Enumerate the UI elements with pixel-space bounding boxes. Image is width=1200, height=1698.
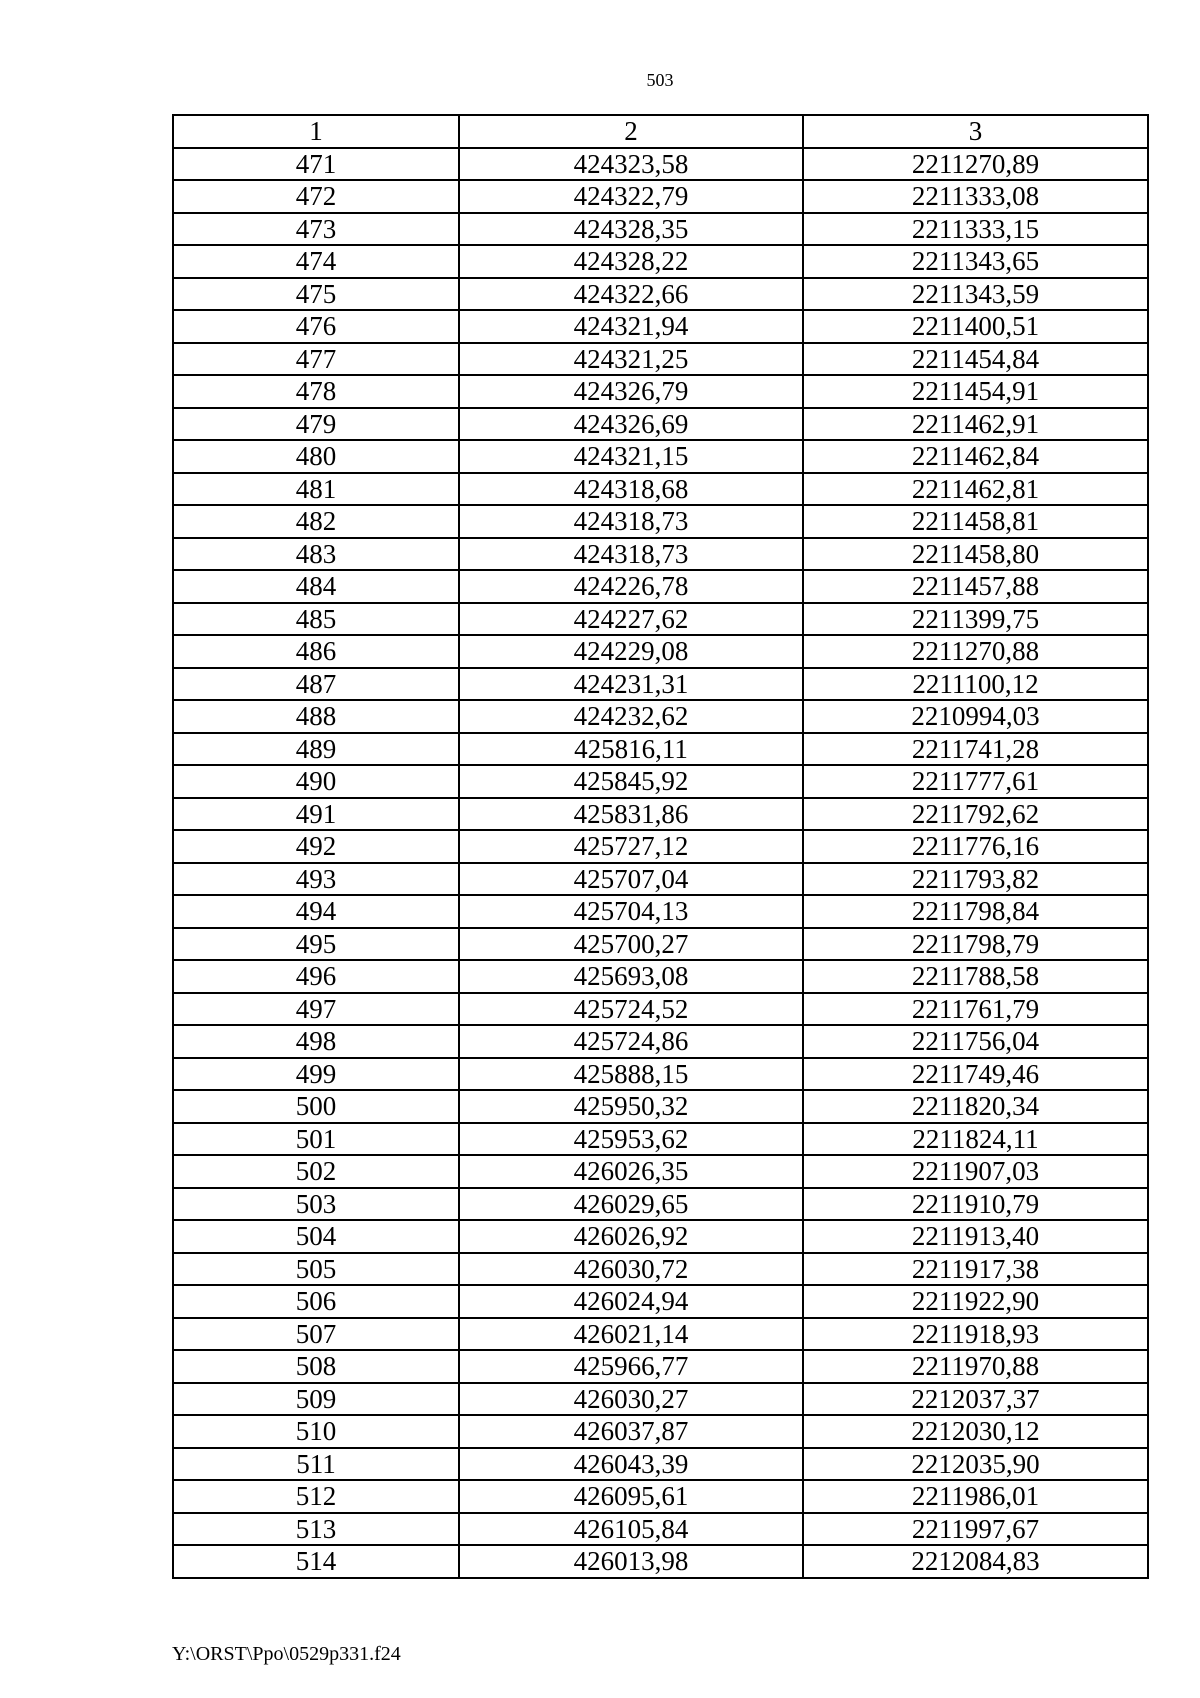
x-coordinate-cell: 424328,35: [459, 213, 803, 246]
x-coordinate-cell: 424318,73: [459, 538, 803, 571]
y-coordinate-cell: 2211343,65: [803, 245, 1148, 278]
point-number-cell: 484: [173, 570, 459, 603]
table-row: [173, 1253, 1148, 1286]
point-number-cell: 494: [173, 895, 459, 928]
x-coordinate-cell: 424326,69: [459, 408, 803, 441]
point-number-cell: 509: [173, 1383, 459, 1416]
x-coordinate-cell: 426105,84: [459, 1513, 803, 1546]
table-row: [173, 668, 1148, 701]
y-coordinate-cell: 2211793,82: [803, 863, 1148, 896]
y-coordinate-cell: 2211458,80: [803, 538, 1148, 571]
footer-file-path: Y:\ORST\Ppo\0529p331.f24: [172, 1643, 401, 1665]
table-row: [173, 570, 1148, 603]
point-number-cell: 496: [173, 960, 459, 993]
point-number-cell: 499: [173, 1058, 459, 1091]
y-coordinate-cell: 2211798,84: [803, 895, 1148, 928]
table-row: [173, 1090, 1148, 1123]
table-row: [173, 700, 1148, 733]
table-row: [173, 1025, 1148, 1058]
point-number-cell: 477: [173, 343, 459, 376]
y-coordinate-cell: 2211820,34: [803, 1090, 1148, 1123]
table-row: [173, 148, 1148, 181]
table-row: [173, 375, 1148, 408]
table-row: [173, 440, 1148, 473]
page-number: 503: [646, 70, 674, 90]
x-coordinate-cell: 425953,62: [459, 1123, 803, 1156]
coordinates-table: [172, 114, 1149, 1579]
y-coordinate-cell: 2211918,93: [803, 1318, 1148, 1351]
point-number-cell: 495: [173, 928, 459, 961]
y-coordinate-cell: 2211756,04: [803, 1025, 1148, 1058]
point-number-cell: 514: [173, 1545, 459, 1578]
y-coordinate-cell: 2211457,88: [803, 570, 1148, 603]
x-coordinate-cell: 424321,94: [459, 310, 803, 343]
y-coordinate-cell: 2211749,46: [803, 1058, 1148, 1091]
x-coordinate-cell: 424326,79: [459, 375, 803, 408]
y-coordinate-cell: 2210994,03: [803, 700, 1148, 733]
x-coordinate-cell: 425816,11: [459, 733, 803, 766]
point-number-cell: 511: [173, 1448, 459, 1481]
x-coordinate-cell: 424232,62: [459, 700, 803, 733]
table-body: [173, 115, 1148, 1578]
point-number-cell: 492: [173, 830, 459, 863]
x-coordinate-cell: 425727,12: [459, 830, 803, 863]
x-coordinate-cell: 425724,86: [459, 1025, 803, 1058]
x-coordinate-cell: 425950,32: [459, 1090, 803, 1123]
point-number-cell: 476: [173, 310, 459, 343]
table-row: [173, 928, 1148, 961]
table-row: [173, 1285, 1148, 1318]
y-coordinate-cell: 2211270,88: [803, 635, 1148, 668]
x-coordinate-cell: 424318,73: [459, 505, 803, 538]
y-coordinate-cell: 2211792,62: [803, 798, 1148, 831]
point-number-cell: 500: [173, 1090, 459, 1123]
y-coordinate-cell: 2211997,67: [803, 1513, 1148, 1546]
table-row: [173, 993, 1148, 1026]
y-coordinate-cell: 2211824,11: [803, 1123, 1148, 1156]
table-row: [173, 1188, 1148, 1221]
point-number-cell: 497: [173, 993, 459, 1026]
point-number-cell: 504: [173, 1220, 459, 1253]
point-number-cell: 501: [173, 1123, 459, 1156]
column-header-2: 2: [459, 115, 803, 148]
table-row: [173, 1350, 1148, 1383]
point-number-cell: 474: [173, 245, 459, 278]
point-number-cell: 482: [173, 505, 459, 538]
point-number-cell: 478: [173, 375, 459, 408]
table-row: [173, 310, 1148, 343]
point-number-cell: 481: [173, 473, 459, 506]
point-number-cell: 503: [173, 1188, 459, 1221]
point-number-cell: 493: [173, 863, 459, 896]
y-coordinate-cell: 2211761,79: [803, 993, 1148, 1026]
y-coordinate-cell: 2211400,51: [803, 310, 1148, 343]
y-coordinate-cell: 2211454,84: [803, 343, 1148, 376]
table-row: [173, 960, 1148, 993]
table-row: [173, 895, 1148, 928]
point-number-cell: 485: [173, 603, 459, 636]
point-number-cell: 498: [173, 1025, 459, 1058]
table-row: [173, 1220, 1148, 1253]
point-number-cell: 488: [173, 700, 459, 733]
table-row: [173, 733, 1148, 766]
x-coordinate-cell: 424231,31: [459, 668, 803, 701]
x-coordinate-cell: 426095,61: [459, 1480, 803, 1513]
y-coordinate-cell: 2211776,16: [803, 830, 1148, 863]
x-coordinate-cell: 426037,87: [459, 1415, 803, 1448]
x-coordinate-cell: 424322,66: [459, 278, 803, 311]
table-row: [173, 505, 1148, 538]
column-header-3: 3: [803, 115, 1148, 148]
table-row: [173, 1318, 1148, 1351]
table-row: [173, 798, 1148, 831]
table-row: [173, 1123, 1148, 1156]
y-coordinate-cell: 2211454,91: [803, 375, 1148, 408]
point-number-cell: 505: [173, 1253, 459, 1286]
x-coordinate-cell: 424227,62: [459, 603, 803, 636]
x-coordinate-cell: 426030,72: [459, 1253, 803, 1286]
point-number-cell: 489: [173, 733, 459, 766]
table-row: [173, 473, 1148, 506]
x-coordinate-cell: 425966,77: [459, 1350, 803, 1383]
table-row: [173, 1155, 1148, 1188]
x-coordinate-cell: 425700,27: [459, 928, 803, 961]
y-coordinate-cell: 2212035,90: [803, 1448, 1148, 1481]
point-number-cell: 490: [173, 765, 459, 798]
table-row: [173, 1513, 1148, 1546]
table-row: [173, 180, 1148, 213]
table-row: [173, 635, 1148, 668]
point-number-cell: 491: [173, 798, 459, 831]
y-coordinate-cell: 2212037,37: [803, 1383, 1148, 1416]
point-number-cell: 471: [173, 148, 459, 181]
x-coordinate-cell: 425707,04: [459, 863, 803, 896]
point-number-cell: 479: [173, 408, 459, 441]
point-number-cell: 475: [173, 278, 459, 311]
table-row: [173, 1448, 1148, 1481]
table-row: [173, 278, 1148, 311]
x-coordinate-cell: 425704,13: [459, 895, 803, 928]
x-coordinate-cell: 424323,58: [459, 148, 803, 181]
table-row: [173, 1545, 1148, 1578]
point-number-cell: 472: [173, 180, 459, 213]
table-row: [173, 1480, 1148, 1513]
x-coordinate-cell: 425845,92: [459, 765, 803, 798]
y-coordinate-cell: 2212030,12: [803, 1415, 1148, 1448]
y-coordinate-cell: 2211462,81: [803, 473, 1148, 506]
y-coordinate-cell: 2212084,83: [803, 1545, 1148, 1578]
point-number-cell: 510: [173, 1415, 459, 1448]
y-coordinate-cell: 2211913,40: [803, 1220, 1148, 1253]
x-coordinate-cell: 424328,22: [459, 245, 803, 278]
y-coordinate-cell: 2211741,28: [803, 733, 1148, 766]
x-coordinate-cell: 425831,86: [459, 798, 803, 831]
table-row: [173, 245, 1148, 278]
x-coordinate-cell: 426026,35: [459, 1155, 803, 1188]
table-row: [173, 343, 1148, 376]
x-coordinate-cell: 426030,27: [459, 1383, 803, 1416]
x-coordinate-cell: 425888,15: [459, 1058, 803, 1091]
x-coordinate-cell: 424322,79: [459, 180, 803, 213]
x-coordinate-cell: 426013,98: [459, 1545, 803, 1578]
x-coordinate-cell: 426026,92: [459, 1220, 803, 1253]
point-number-cell: 513: [173, 1513, 459, 1546]
y-coordinate-cell: 2211788,58: [803, 960, 1148, 993]
x-coordinate-cell: 426029,65: [459, 1188, 803, 1221]
point-number-cell: 487: [173, 668, 459, 701]
x-coordinate-cell: 426043,39: [459, 1448, 803, 1481]
point-number-cell: 486: [173, 635, 459, 668]
y-coordinate-cell: 2211462,91: [803, 408, 1148, 441]
table-row: [173, 1415, 1148, 1448]
y-coordinate-cell: 2211986,01: [803, 1480, 1148, 1513]
y-coordinate-cell: 2211333,08: [803, 180, 1148, 213]
table-row: [173, 1058, 1148, 1091]
x-coordinate-cell: 426024,94: [459, 1285, 803, 1318]
table-row: [173, 863, 1148, 896]
x-coordinate-cell: 424229,08: [459, 635, 803, 668]
y-coordinate-cell: 2211917,38: [803, 1253, 1148, 1286]
point-number-cell: 512: [173, 1480, 459, 1513]
column-header-1: 1: [173, 115, 459, 148]
y-coordinate-cell: 2211333,15: [803, 213, 1148, 246]
table-row: [173, 830, 1148, 863]
y-coordinate-cell: 2211100,12: [803, 668, 1148, 701]
y-coordinate-cell: 2211798,79: [803, 928, 1148, 961]
y-coordinate-cell: 2211922,90: [803, 1285, 1148, 1318]
x-coordinate-cell: 424321,15: [459, 440, 803, 473]
y-coordinate-cell: 2211907,03: [803, 1155, 1148, 1188]
y-coordinate-cell: 2211462,84: [803, 440, 1148, 473]
x-coordinate-cell: 425693,08: [459, 960, 803, 993]
x-coordinate-cell: 424226,78: [459, 570, 803, 603]
y-coordinate-cell: 2211777,61: [803, 765, 1148, 798]
y-coordinate-cell: 2211910,79: [803, 1188, 1148, 1221]
x-coordinate-cell: 425724,52: [459, 993, 803, 1026]
x-coordinate-cell: 424321,25: [459, 343, 803, 376]
y-coordinate-cell: 2211458,81: [803, 505, 1148, 538]
point-number-cell: 480: [173, 440, 459, 473]
x-coordinate-cell: 426021,14: [459, 1318, 803, 1351]
point-number-cell: 507: [173, 1318, 459, 1351]
y-coordinate-cell: 2211970,88: [803, 1350, 1148, 1383]
y-coordinate-cell: 2211343,59: [803, 278, 1148, 311]
point-number-cell: 506: [173, 1285, 459, 1318]
table-header-row: [173, 115, 1148, 148]
point-number-cell: 473: [173, 213, 459, 246]
table-row: [173, 1383, 1148, 1416]
x-coordinate-cell: 424318,68: [459, 473, 803, 506]
table-row: [173, 538, 1148, 571]
table-row: [173, 408, 1148, 441]
point-number-cell: 508: [173, 1350, 459, 1383]
point-number-cell: 502: [173, 1155, 459, 1188]
y-coordinate-cell: 2211270,89: [803, 148, 1148, 181]
table-row: [173, 765, 1148, 798]
point-number-cell: 483: [173, 538, 459, 571]
table-row: [173, 213, 1148, 246]
table-row: [173, 603, 1148, 636]
y-coordinate-cell: 2211399,75: [803, 603, 1148, 636]
